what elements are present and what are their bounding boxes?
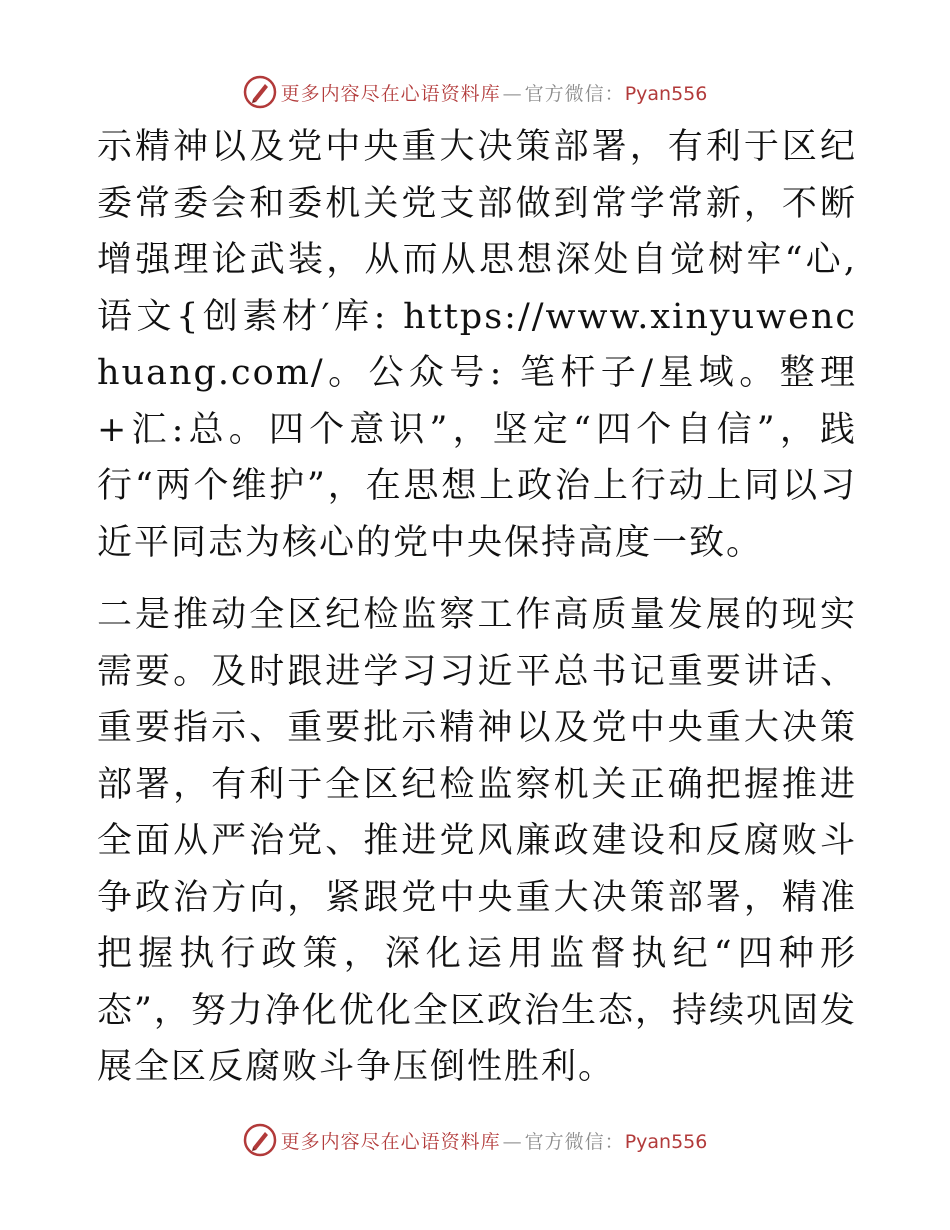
pen-logo-icon	[243, 1123, 277, 1157]
paragraph: 示精神以及党中央重大决策部署，有利于区纪委常委会和委机关党支部做到常学常新，不断增强理论武装，从而从思想深处自觉树牢“心,语文{创素材′库: https://www.xinyuwenchuang.com/。公众号: 笔杆子/星域。整理+汇:总。四个意识”，坚定“四个自信”，践行“两个维护”，在思想上政治上行动上同以习近平同志为核心的党中央保持高度一致。	[97, 127, 857, 563]
banner-text	[281, 79, 708, 106]
header-banner	[0, 72, 950, 112]
banner-title: 更多内容尽在心语资料库	[280, 1130, 501, 1153]
banner-wechat-id: Pyan556	[624, 1130, 708, 1153]
paragraph: 二是推动全区纪检监察工作高质量发展的现实需要。及时跟进学习习近平总书记重要讲话、重要指示、重要批示精神以及党中央重大决策部署，有利于全区纪检监察机关正确把握推进全面从严治党、推进党风廉政建设和反腐败斗争政治方向，紧跟党中央重大决策部署，精准把握执行政策，深化运用监督执纪“四种形态”，努力净化优化全区政治生态，持续巩固发展全区反腐败斗争压倒性胜利。	[97, 595, 857, 1087]
banner-wechat-id: Pyan556	[624, 82, 708, 105]
banner-separator: —	[502, 82, 523, 105]
banner-title: 更多内容尽在心语资料库	[280, 82, 501, 105]
banner-wechat-label: 官方微信：	[524, 1130, 625, 1153]
banner-text	[281, 1127, 708, 1154]
footer-banner	[0, 1120, 950, 1160]
banner-separator: —	[502, 1130, 523, 1153]
banner-wechat-label: 官方微信：	[524, 82, 625, 105]
pen-logo-icon	[243, 75, 277, 109]
document-body	[97, 119, 857, 1096]
